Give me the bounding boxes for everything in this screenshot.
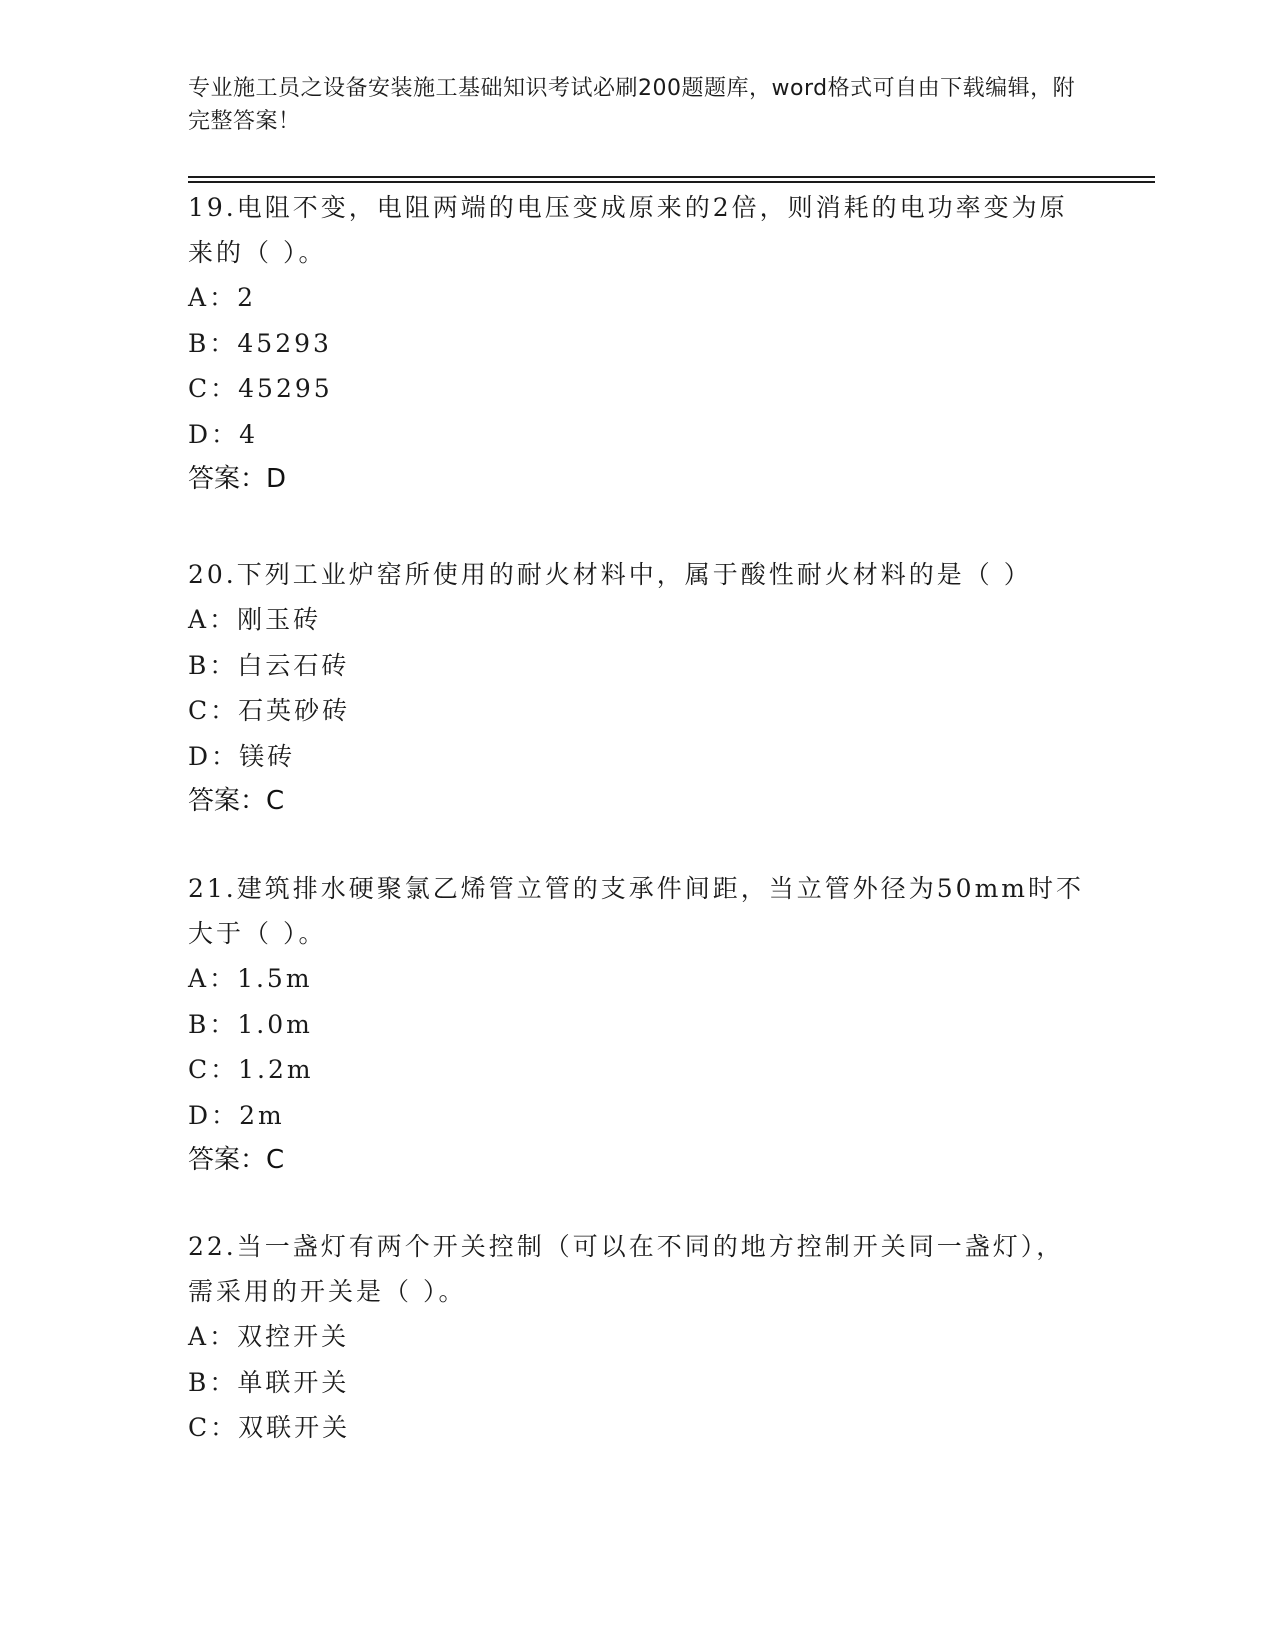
option-letter: C xyxy=(188,374,211,403)
option-text: 4 xyxy=(239,419,258,449)
option-a xyxy=(188,275,1088,321)
option-letter: C xyxy=(188,1413,211,1442)
option-text: 双控开关 xyxy=(237,1322,350,1351)
option-a xyxy=(188,1314,1088,1360)
option-letter: A xyxy=(188,283,210,312)
answer-line: 答案：D xyxy=(188,464,287,494)
option-text: 1.0m xyxy=(237,1009,313,1039)
option-separator: ： xyxy=(210,696,239,725)
question-stem: 21.建筑排水硬聚氯乙烯管立管的支承件间距，当立管外径为50mm时不大于（ ）。 xyxy=(188,874,1084,948)
option-c xyxy=(188,688,1088,734)
option-separator: ： xyxy=(211,741,240,771)
option-b xyxy=(188,643,1088,689)
option-letter: A xyxy=(188,605,210,634)
question-stem: 19.电阻不变，电阻两端的电压变成原来的2倍，则消耗的电功率变为原来的（ ）。 xyxy=(188,193,1068,267)
option-separator: ： xyxy=(209,1367,238,1397)
option-text: 45295 xyxy=(238,374,333,403)
option-letter: C xyxy=(188,696,211,725)
option-b xyxy=(188,1002,1088,1048)
option-separator: ： xyxy=(209,605,238,634)
option-c xyxy=(188,366,1088,412)
option-separator: ： xyxy=(209,1009,238,1039)
option-letter: D xyxy=(188,1100,212,1130)
option-d xyxy=(188,734,1088,780)
option-letter: B xyxy=(188,1367,210,1397)
answer-line: 答案：C xyxy=(188,786,285,816)
option-separator: ： xyxy=(211,419,240,449)
answer-line: 答案：C xyxy=(188,1145,285,1175)
option-letter: B xyxy=(188,328,210,358)
header-divider-bottom xyxy=(188,181,1155,183)
option-separator: ： xyxy=(209,1322,238,1351)
option-text: 2m xyxy=(239,1100,285,1130)
question-21 xyxy=(188,866,1088,1183)
option-text: 45293 xyxy=(237,328,332,358)
option-text: 石英砂砖 xyxy=(238,696,351,725)
option-letter: C xyxy=(188,1055,211,1084)
option-d xyxy=(188,1093,1088,1139)
option-separator: ： xyxy=(210,1055,239,1084)
question-20 xyxy=(188,552,1088,824)
header-divider-top xyxy=(188,176,1155,178)
option-letter: A xyxy=(188,1322,210,1351)
option-text: 单联开关 xyxy=(237,1367,350,1397)
option-letter: A xyxy=(188,964,210,993)
option-separator: ： xyxy=(211,1100,240,1130)
option-text: 白云石砖 xyxy=(237,650,350,680)
option-separator: ： xyxy=(210,1413,239,1442)
option-c xyxy=(188,1047,1088,1093)
option-letter: B xyxy=(188,650,210,680)
option-letter: D xyxy=(188,741,212,771)
option-text: 镁砖 xyxy=(239,741,296,771)
option-text: 1.2m xyxy=(238,1055,314,1084)
option-d xyxy=(188,412,1088,458)
question-19 xyxy=(188,185,1088,502)
question-stem: 22.当一盏灯有两个开关控制（可以在不同的地方控制开关同一盏灯），需采用的开关是（ ）。 xyxy=(188,1232,1065,1306)
option-text: 2 xyxy=(237,283,256,312)
question-22 xyxy=(188,1224,1088,1451)
option-b xyxy=(188,1360,1088,1406)
option-separator: ： xyxy=(209,328,238,358)
option-text: 刚玉砖 xyxy=(237,605,322,634)
option-text: 1.5m xyxy=(237,964,313,993)
option-letter: B xyxy=(188,1009,210,1039)
option-a xyxy=(188,956,1088,1002)
option-separator: ： xyxy=(209,283,238,312)
option-text: 双联开关 xyxy=(238,1413,351,1442)
option-letter: D xyxy=(188,419,212,449)
option-b xyxy=(188,321,1088,367)
option-separator: ： xyxy=(209,964,238,993)
option-a xyxy=(188,597,1088,643)
option-separator: ： xyxy=(210,374,239,403)
document-header: 专业施工员之设备安装施工基础知识考试必刷200题题库，word格式可自由下载编辑，附完整答案！ xyxy=(188,76,1076,134)
option-c xyxy=(188,1405,1088,1451)
question-stem: 20.下列工业炉窑所使用的耐火材料中，属于酸性耐火材料的是（ ） xyxy=(188,560,1032,589)
option-separator: ： xyxy=(209,650,238,680)
